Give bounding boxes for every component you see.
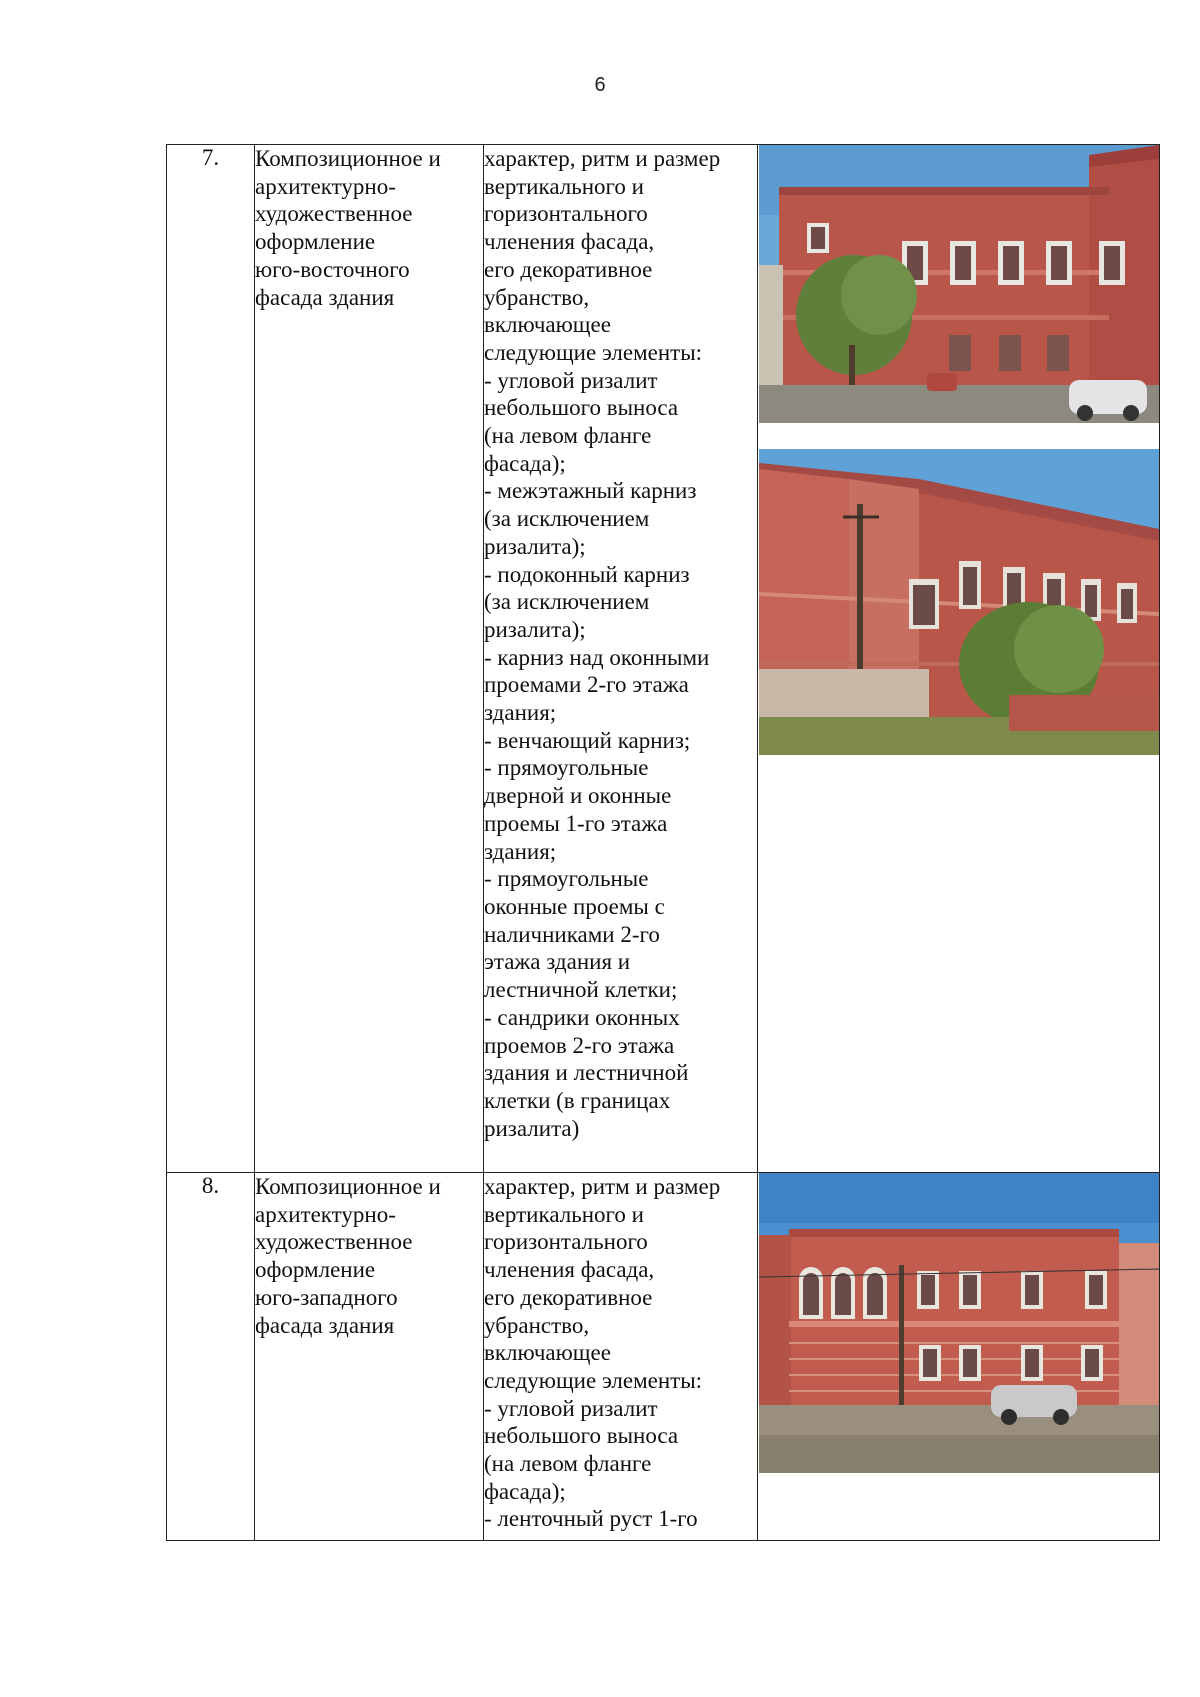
photo-southwest-facade (759, 1173, 1159, 1473)
row-number: 7. (167, 145, 255, 1173)
photo-cell (758, 1173, 1160, 1541)
photo-cell (758, 145, 1160, 1173)
row-number: 8. (167, 1173, 255, 1541)
element-name: Композиционное и архитектурно- художественное оформление юго-западного фасада здания (255, 1173, 484, 1541)
page-number: 6 (594, 74, 606, 96)
element-description: характер, ритм и размер вертикального и горизонтального членения фасада, его декоративное убранство, включающее следующие элементы: - угловой ризалит небольшого выноса (на левом фланге фасада); - межэтажный карниз (за исключением ризалита); - подоконный карниз (за исключением ризалита); - карниз над оконными проемами 2-го этажа здания; - венчающий карниз; - прямоугольные дверной и оконные проемы 1-го этажа здания; - прямоугольные оконные проемы с наличниками 2-го этажа здания и лестничной клетки; - сандрики оконных проемов 2-го этажа здания и лестничной клетки (в границах ризалита) (484, 145, 758, 1173)
photo-southeast-facade-angle (759, 449, 1159, 755)
element-name: Композиционное и архитектурно- художественное оформление юго-восточного фасада здания (255, 145, 484, 1173)
photo-southeast-facade-front (759, 145, 1159, 423)
table-row (167, 145, 1160, 1173)
element-description: характер, ритм и размер вертикального и горизонтального членения фасада, его декоративное убранство, включающее следующие элементы: - угловой ризалит небольшого выноса (на левом фланге фасада); - ленточный руст 1-го (484, 1173, 758, 1541)
table-row (167, 1173, 1160, 1541)
monument-elements-table (166, 144, 1160, 1541)
